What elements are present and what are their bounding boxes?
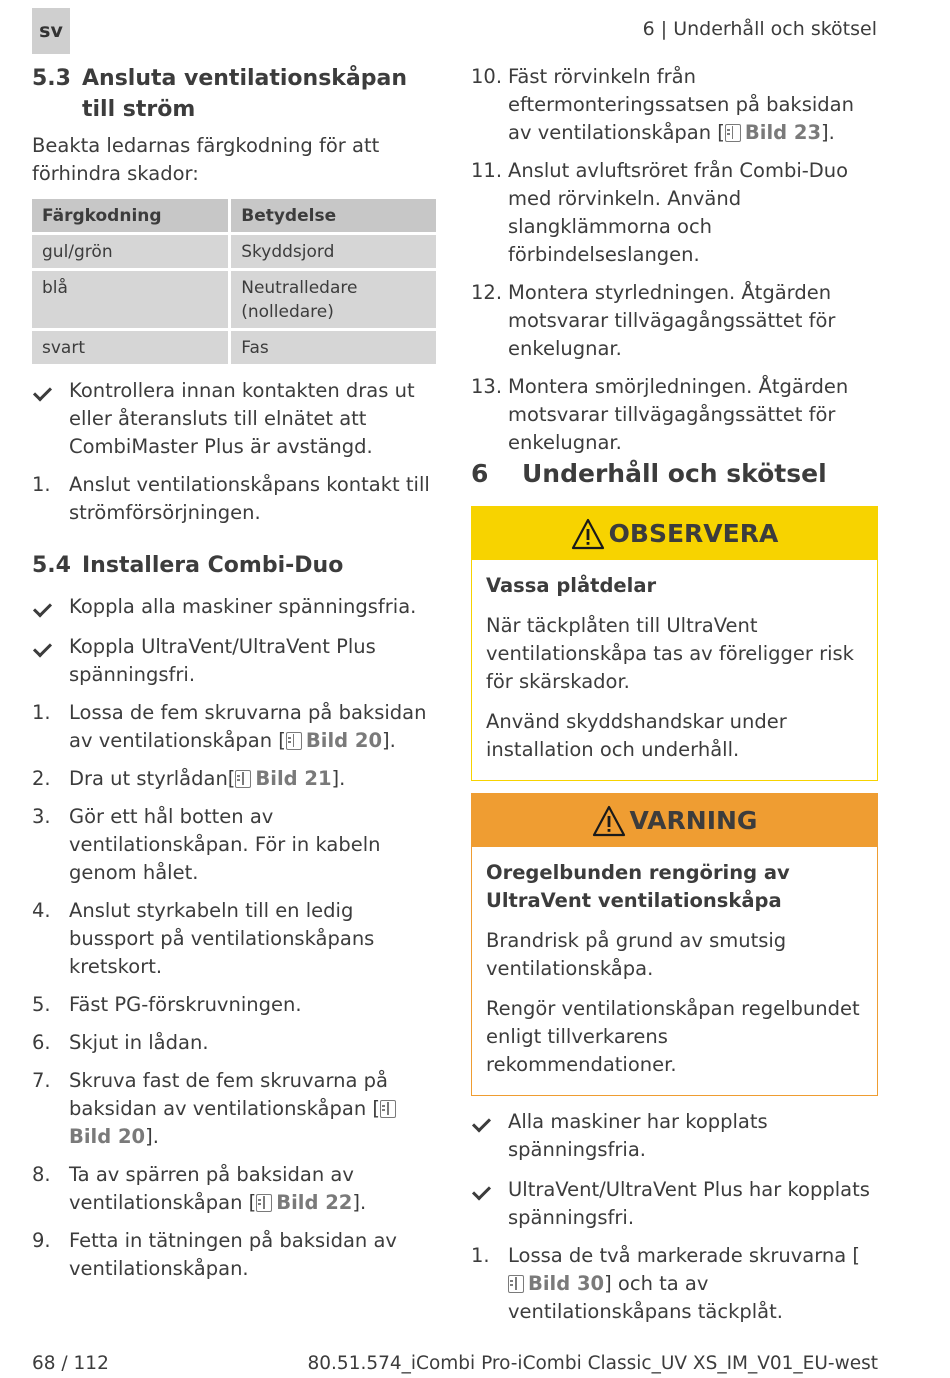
precondition-item: Kontrollera innan kontakten dras ut eller återansluts till elnätet att CombiMaster Plus är avstängd. bbox=[32, 377, 437, 461]
step-item: 13. Montera smörjledningen. Åtgärden motsvarar tillvägagångssättet för enkelugnar. bbox=[471, 375, 849, 454]
book-icon bbox=[286, 732, 302, 750]
table-header-cell: Betydelse bbox=[231, 199, 436, 232]
table-cell: Skyddsjord bbox=[231, 235, 436, 268]
figure-reference-link[interactable]: Bild 22 bbox=[256, 1191, 352, 1214]
figure-reference-link[interactable]: Bild 20 bbox=[69, 1097, 400, 1148]
notice-banner bbox=[472, 507, 877, 560]
document-id: 80.51.574_iCombi Pro-iCombi Classic_UV XS_IM_V01_EU-west bbox=[307, 1353, 878, 1374]
notice-text: När täckplåten till UltraVent ventilationskåpa tas av föreligger risk för skärskador. bbox=[486, 614, 854, 693]
chapter-title: Underhåll och skötsel bbox=[522, 459, 827, 488]
step-item: 10. Fäst rörvinkeln från eftermonteringssatsen på baksidan av ventilationskåpan [ Bild 23]. bbox=[471, 65, 854, 144]
book-icon bbox=[508, 1275, 524, 1293]
step-item: 6. Skjut in lådan. bbox=[32, 1031, 209, 1054]
precondition-item: Alla maskiner har kopplats spänningsfria. bbox=[471, 1108, 878, 1164]
precondition-item: Koppla UltraVent/UltraVent Plus spänningsfri. bbox=[32, 633, 437, 689]
color-code-table bbox=[29, 196, 439, 367]
step-item: 2. Dra ut styrlådan[ Bild 21]. bbox=[32, 767, 346, 790]
table-cell: blå bbox=[32, 271, 228, 328]
left-column bbox=[32, 63, 437, 1283]
notice-body bbox=[472, 560, 877, 780]
notice-text: Rengör ventilationskåpan regelbundet enligt tillverkarens rekommendationer. bbox=[486, 997, 860, 1076]
table-cell: Neutralledare (nolledare) bbox=[231, 271, 436, 328]
book-icon bbox=[256, 1194, 272, 1212]
chapter-6-heading bbox=[471, 457, 878, 491]
table-header-cell: Färgkodning bbox=[32, 199, 228, 232]
notice-body bbox=[472, 847, 877, 1095]
section-number: 5.3 bbox=[32, 66, 71, 91]
chapter-number: 6 bbox=[471, 459, 489, 488]
observera-notice bbox=[471, 506, 878, 781]
varning-notice bbox=[471, 793, 878, 1096]
section-title: Installera Combi-Duo bbox=[82, 553, 344, 578]
section-5-4-heading bbox=[32, 550, 437, 581]
step-item: 4. Anslut styrkabeln till en ledig bussport på ventilationskåpans kretskort. bbox=[32, 899, 375, 978]
notice-text: Brandrisk på grund av smutsig ventilationskåpa. bbox=[486, 929, 787, 980]
notice-text: Använd skyddshandskar under installation och underhåll. bbox=[486, 710, 787, 761]
step-item: 7. Skruva fast de fem skruvarna på baksidan av ventilationskåpan [Bild 20]. bbox=[32, 1067, 437, 1151]
step-item: 11. Anslut avluftsröret från Combi-Duo med rörvinkeln. Använd slangklämmorna och förbindelseslangen. bbox=[471, 159, 849, 266]
figure-reference-link[interactable]: Bild 21 bbox=[235, 767, 331, 790]
checkmark-icon bbox=[33, 598, 52, 617]
checkmark-icon bbox=[472, 1113, 491, 1132]
warning-triangle-icon bbox=[571, 518, 605, 550]
step-item: 1. Lossa de två markerade skruvarna [Bild 30] och ta av ventilationskåpans täckplåt. bbox=[471, 1244, 861, 1323]
page-number: 68 / 112 bbox=[32, 1353, 109, 1374]
table-header-row bbox=[32, 199, 436, 232]
precondition-item: UltraVent/UltraVent Plus har kopplats spänningsfri. bbox=[471, 1176, 878, 1232]
step-item: 1. Anslut ventilationskåpans kontakt till strömförsörjningen. bbox=[32, 473, 430, 524]
step-item: 3. Gör ett hål botten av ventilationskåpan. För in kabeln genom hålet. bbox=[32, 805, 381, 884]
language-tab bbox=[32, 8, 70, 54]
notice-heading: Oregelbunden rengöring av UltraVent ventilationskåpa bbox=[486, 861, 790, 912]
table-cell: gul/grön bbox=[32, 235, 228, 268]
section-number: 5.4 bbox=[32, 553, 71, 578]
section-title: Ansluta ventilationskåpan till ström bbox=[82, 66, 408, 122]
step-item: 9. Fetta in tätningen på baksidan av ventilationskåpan. bbox=[32, 1229, 397, 1280]
table-row bbox=[32, 271, 436, 328]
step-item: 5. Fäst PG-förskruvningen. bbox=[32, 993, 302, 1016]
table-row bbox=[32, 331, 436, 364]
book-icon bbox=[725, 124, 741, 142]
step-item: 8. Ta av spärren på baksidan av ventilationskåpan [ Bild 22]. bbox=[32, 1163, 367, 1214]
table-cell: svart bbox=[32, 331, 228, 364]
notice-heading: Vassa plåtdelar bbox=[486, 574, 657, 597]
checkmark-icon bbox=[33, 382, 52, 401]
notice-label: OBSERVERA bbox=[608, 518, 779, 548]
table-cell: Fas bbox=[231, 331, 436, 364]
intro-text: Beakta ledarnas färgkodning för att förhindra skador: bbox=[32, 134, 380, 185]
table-row bbox=[32, 235, 436, 268]
notice-label: VARNING bbox=[629, 805, 758, 835]
precondition-item: Koppla alla maskiner spänningsfria. bbox=[32, 593, 437, 621]
right-column bbox=[471, 63, 878, 1326]
checkmark-icon bbox=[33, 638, 52, 657]
figure-reference-link[interactable]: Bild 30 bbox=[508, 1272, 604, 1295]
book-icon bbox=[380, 1100, 396, 1118]
warning-triangle-icon bbox=[592, 805, 626, 837]
running-header: 6 | Underhåll och skötsel bbox=[642, 18, 877, 40]
language-code: sv bbox=[39, 20, 63, 42]
notice-banner bbox=[472, 794, 877, 847]
figure-reference-link[interactable]: Bild 20 bbox=[286, 729, 382, 752]
step-item: 1. Lossa de fem skruvarna på baksidan av ventilationskåpan [ Bild 20]. bbox=[32, 701, 427, 752]
figure-reference-link[interactable]: Bild 23 bbox=[725, 121, 821, 144]
step-item: 12. Montera styrledningen. Åtgärden motsvarar tillvägagångssättet för enkelugnar. bbox=[471, 281, 836, 360]
book-icon bbox=[235, 770, 251, 788]
checkmark-icon bbox=[472, 1181, 491, 1200]
section-5-3-heading bbox=[32, 63, 437, 125]
